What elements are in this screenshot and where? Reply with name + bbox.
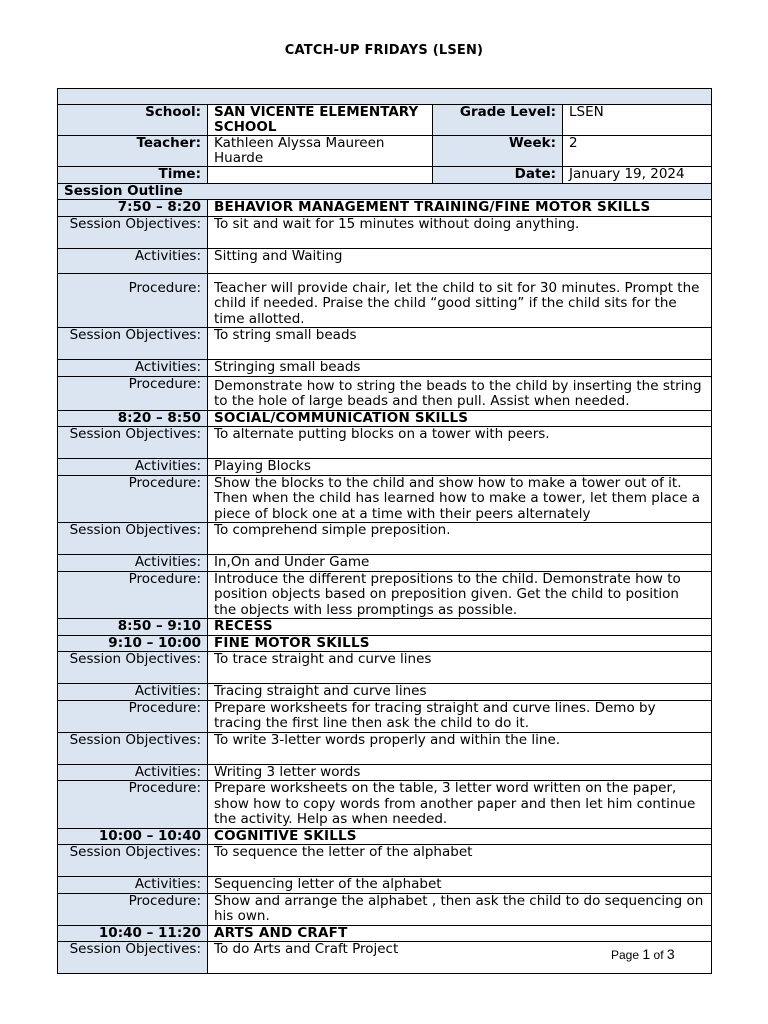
procedure-text: Prepare worksheets on the table, 3 letter word written on the paper, show how to copy words from another paper and then let him continue the activity. Help as when needed. xyxy=(208,781,712,829)
procedure-row xyxy=(58,273,712,328)
procedure-label: Procedure: xyxy=(58,893,208,925)
session-header-row xyxy=(58,619,712,636)
table-top-row xyxy=(58,89,712,105)
objective-text: To alternate putting blocks on a tower with peers. xyxy=(208,427,712,459)
procedure-label: Procedure: xyxy=(58,376,208,410)
grade-level-label: Grade Level: xyxy=(433,105,563,136)
procedure-text: Show and arrange the alphabet , then ask the child to do sequencing on his own. xyxy=(208,893,712,925)
objective-text: To sequence the letter of the alphabet xyxy=(208,845,712,877)
session-outline-label: Session Outline xyxy=(58,183,712,200)
objectives-label: Session Objectives: xyxy=(58,427,208,459)
procedure-label: Procedure: xyxy=(58,781,208,829)
session-title: BEHAVIOR MANAGEMENT TRAINING/FINE MOTOR SKILLS xyxy=(208,200,712,217)
objectives-label: Session Objectives: xyxy=(58,732,208,764)
teacher-value: Kathleen Alyssa Maureen Huarde xyxy=(208,136,433,167)
page-total: 3 xyxy=(666,946,675,962)
procedure-text: Demonstrate how to string the beads to the child by inserting the string to the hole of large beads and then pull. Assist when needed. xyxy=(208,376,712,410)
objectives-label: Session Objectives: xyxy=(58,652,208,684)
blank-header-cell xyxy=(58,89,712,105)
objectives-label: Session Objectives: xyxy=(58,523,208,555)
objective-text: To do Arts and Craft Project xyxy=(208,942,712,974)
grade-level-value: LSEN xyxy=(563,105,712,136)
activities-label: Activities: xyxy=(58,248,208,273)
procedure-label: Procedure: xyxy=(58,571,208,619)
objective-text: To write 3-letter words properly and within the line. xyxy=(208,732,712,764)
procedure-row xyxy=(58,893,712,925)
objectives-label: Session Objectives: xyxy=(58,845,208,877)
procedure-row xyxy=(58,376,712,410)
activity-row xyxy=(58,248,712,273)
session-title: ARTS AND CRAFT xyxy=(208,925,712,942)
of-word: of xyxy=(653,948,664,962)
procedure-row xyxy=(58,781,712,829)
teacher-label: Teacher: xyxy=(58,136,208,167)
teacher-row xyxy=(58,136,712,167)
activity-row xyxy=(58,459,712,476)
objective-row xyxy=(58,732,712,764)
activity-text: Sitting and Waiting xyxy=(208,248,712,273)
procedure-label: Procedure: xyxy=(58,700,208,732)
objectives-label: Session Objectives: xyxy=(58,942,208,974)
objective-text: To string small beads xyxy=(208,328,712,360)
procedure-row xyxy=(58,475,712,523)
activity-row xyxy=(58,684,712,701)
session-header-row xyxy=(58,635,712,652)
activities-label: Activities: xyxy=(58,555,208,572)
lesson-plan-table xyxy=(57,88,712,974)
objective-text: To sit and wait for 15 minutes without doing anything. xyxy=(208,216,712,248)
procedure-label: Procedure: xyxy=(58,273,208,328)
session-title: SOCIAL/COMMUNICATION SKILLS xyxy=(208,410,712,427)
procedure-text: Introduce the different prepositions to the child. Demonstrate how to position objects based on preposition given. Get the child to position the objects with less promptings as possible. xyxy=(208,571,712,619)
session-time: 9:10 – 10:00 xyxy=(58,635,208,652)
document-title: CATCH-UP FRIDAYS (LSEN) xyxy=(284,43,484,58)
procedure-label: Procedure: xyxy=(58,475,208,523)
session-time: 7:50 – 8:20 xyxy=(58,200,208,217)
objective-row xyxy=(58,652,712,684)
date-label: Date: xyxy=(433,167,563,184)
session-time: 10:40 – 11:20 xyxy=(58,925,208,942)
activity-row xyxy=(58,555,712,572)
time-label: Time: xyxy=(58,167,208,184)
session-outline-row xyxy=(58,183,712,200)
school-label: School: xyxy=(58,105,208,136)
session-header-row xyxy=(58,828,712,845)
school-row xyxy=(58,105,712,136)
procedure-row xyxy=(58,700,712,732)
procedure-row xyxy=(58,571,712,619)
objective-row xyxy=(58,328,712,360)
objective-row xyxy=(58,845,712,877)
page-word: Page xyxy=(611,948,640,962)
session-title: RECESS xyxy=(208,619,712,636)
session-time: 8:20 – 8:50 xyxy=(58,410,208,427)
objectives-label: Session Objectives: xyxy=(58,328,208,360)
objective-row xyxy=(58,216,712,248)
session-time: 8:50 – 9:10 xyxy=(58,619,208,636)
session-title: FINE MOTOR SKILLS xyxy=(208,635,712,652)
objective-row xyxy=(58,523,712,555)
activities-label: Activities: xyxy=(58,459,208,476)
session-header-row xyxy=(58,925,712,942)
activities-label: Activities: xyxy=(58,684,208,701)
session-header-row xyxy=(58,410,712,427)
page-number-footer xyxy=(611,946,675,962)
activity-row xyxy=(58,764,712,781)
objective-text: To trace straight and curve lines xyxy=(208,652,712,684)
school-value: SAN VICENTE ELEMENTARY SCHOOL xyxy=(208,105,433,136)
procedure-text: Teacher will provide chair, let the child to sit for 30 minutes. Prompt the child if needed. Praise the child “good sitting” if the child sits for the time allotted. xyxy=(208,273,712,328)
activities-label: Activities: xyxy=(58,764,208,781)
session-title: COGNITIVE SKILLS xyxy=(208,828,712,845)
activity-text: Writing 3 letter words xyxy=(208,764,712,781)
time-value xyxy=(208,167,433,184)
week-label: Week: xyxy=(433,136,563,167)
procedure-text: Prepare worksheets for tracing straight and curve lines. Demo by tracing the first line then ask the child to do it. xyxy=(208,700,712,732)
activity-text: Tracing straight and curve lines xyxy=(208,684,712,701)
activity-row xyxy=(58,360,712,377)
page-current: 1 xyxy=(642,946,651,962)
procedure-text: Show the blocks to the child and show how to make a tower out of it. Then when the child has learned how to make a tower, let them place a piece of block one at a time with their peers alternately xyxy=(208,475,712,523)
activity-row xyxy=(58,877,712,894)
objective-row xyxy=(58,427,712,459)
date-value: January 19, 2024 xyxy=(563,167,712,184)
session-header-row xyxy=(58,200,712,217)
week-value: 2 xyxy=(563,136,712,167)
activity-text: In,On and Under Game xyxy=(208,555,712,572)
activities-label: Activities: xyxy=(58,360,208,377)
activity-text: Stringing small beads xyxy=(208,360,712,377)
time-row xyxy=(58,167,712,184)
activity-text: Sequencing letter of the alphabet xyxy=(208,877,712,894)
objective-text: To comprehend simple preposition. xyxy=(208,523,712,555)
activity-text: Playing Blocks xyxy=(208,459,712,476)
session-time: 10:00 – 10:40 xyxy=(58,828,208,845)
objectives-label: Session Objectives: xyxy=(58,216,208,248)
activities-label: Activities: xyxy=(58,877,208,894)
